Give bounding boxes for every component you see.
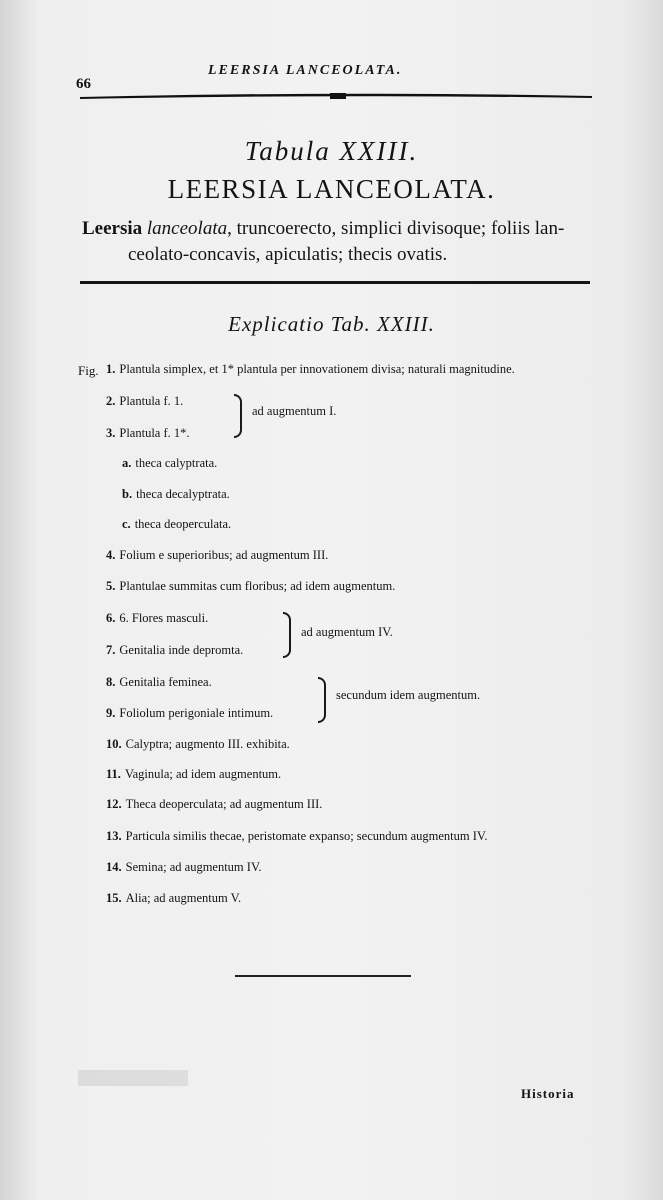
species-diagnosis — [82, 216, 602, 268]
bracket-brace — [234, 394, 242, 438]
figure-entry: 5. Plantulae summitas cum floribus; ad idem augmentum. — [106, 579, 396, 593]
closing-rule — [235, 975, 411, 977]
section-rule — [80, 281, 590, 284]
header-ornamental-rule — [80, 90, 592, 102]
bracket-note: secundum idem augmentum. — [336, 688, 481, 702]
species-title: LEERSIA LANCEOLATA. — [167, 174, 496, 204]
fig-label: Fig. — [78, 363, 99, 378]
catchword: Historia — [521, 1086, 575, 1101]
figure-entry: 10. Calyptra; augmento III. exhibita. — [106, 737, 290, 751]
figure-entry: 12. Theca deoperculata; ad augmentum III. — [106, 797, 323, 811]
figure-entry: a. theca calyptrata. — [122, 456, 218, 470]
bracket-note: ad augmentum I. — [252, 404, 337, 418]
bracket-brace — [318, 677, 326, 723]
figure-entry: 6. 6. Flores masculi. — [106, 611, 209, 625]
diagnosis-genus: Leersia — [82, 218, 143, 239]
figure-entry: 2. Plantula f. 1. — [106, 394, 184, 408]
figure-entry: 9. Foliolum perigoniale intimum. — [106, 706, 274, 720]
diagnosis-line-1 — [82, 216, 602, 242]
figure-entry: 4. Folium e superioribus; ad augmentum III. — [106, 548, 329, 562]
explicatio-heading: Explicatio Tab. XXIII. — [228, 312, 435, 336]
running-head: LEERSIA LANCEOLATA. — [208, 63, 403, 78]
figure-entry: 1. Plantula simplex, et 1* plantula per innovationem divisa; naturali magnitudine. — [106, 362, 515, 376]
bleed-through-mark — [78, 1070, 188, 1086]
bracket-brace — [283, 612, 291, 658]
figure-entry: 13. Particula similis thecae, peristomate expanso; secundum augmentum IV. — [106, 829, 488, 843]
figure-entry: 14. Semina; ad augmentum IV. — [106, 860, 262, 874]
figure-entry: b. theca decalyptrata. — [122, 487, 230, 501]
figure-entry: 8. Genitalia feminea. — [106, 675, 212, 689]
bracket-note: ad augmentum IV. — [301, 625, 393, 639]
diagnosis-text: , truncoerecto, simplici divisoque; foliis lan- — [227, 218, 565, 239]
page-number: 66 — [76, 76, 91, 92]
figure-entry: 7. Genitalia inde depromta. — [106, 643, 244, 657]
diagnosis-species: lanceolata — [146, 218, 228, 239]
diagnosis-line-2: ceolato-concavis, apiculatis; thecis ovatis. — [128, 244, 448, 265]
plate-number: Tabula XXIII. — [244, 136, 419, 166]
figure-entry: 15. Alia; ad augmentum V. — [106, 891, 242, 905]
figure-entry: 3. Plantula f. 1*. — [106, 426, 190, 440]
figure-entry: c. theca deoperculata. — [122, 517, 232, 531]
figure-entry: 11. Vaginula; ad idem augmentum. — [106, 767, 282, 781]
